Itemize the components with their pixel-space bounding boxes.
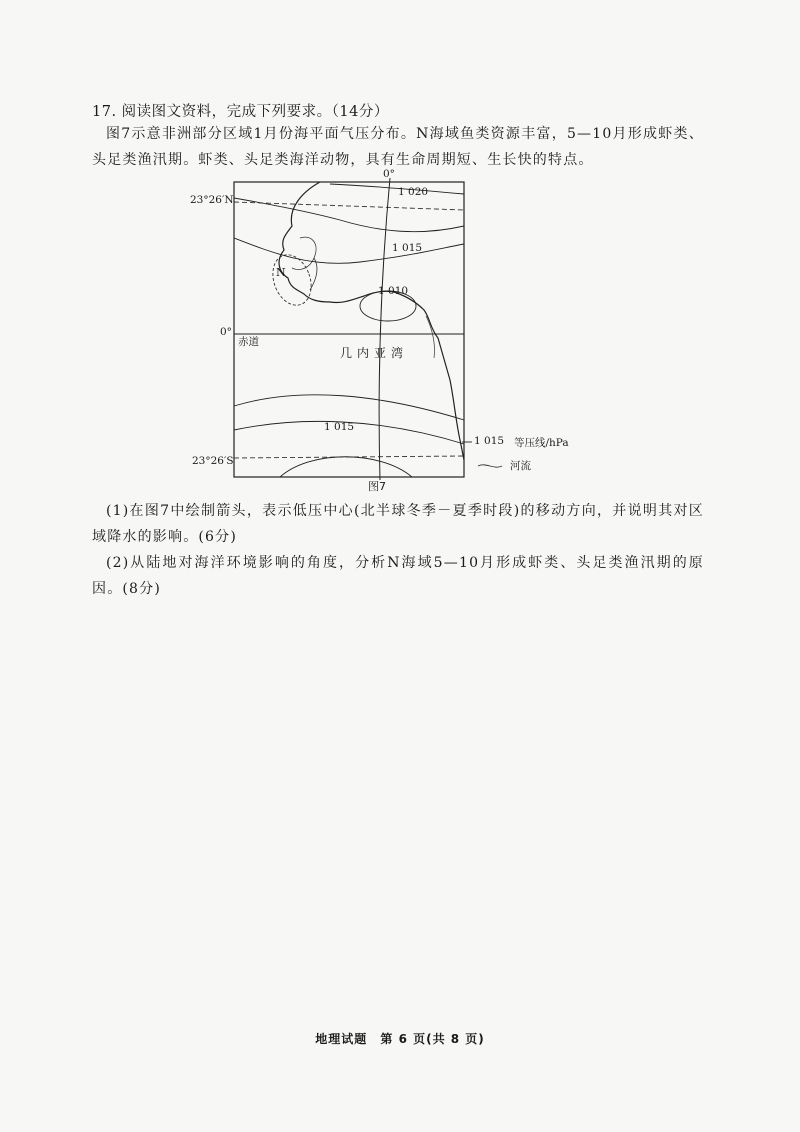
label-equator-degree: 0° [220,326,232,338]
question-title: 17. 阅读图文资料，完成下列要求。（14分） [92,104,389,120]
prime-meridian-line [379,178,390,480]
isobar-1015-line [234,238,464,263]
label-isobar-1015: 1 015 [392,242,423,254]
legend-river-text: 河流 [510,460,531,472]
label-isobar-1015-south: 1 015 [324,421,355,433]
coastline [279,182,464,460]
label-isobar-1010: 1 010 [378,285,409,297]
river-niger [292,237,316,269]
isobar-1020-line [330,184,464,194]
footer-page-number: 第 6 页(共 8 页) [380,1032,485,1046]
label-n-sea: N [276,266,286,279]
figure-7-map [180,168,580,493]
legend-isobar-value: 1 015 [474,435,505,447]
n-sea-outline [266,249,318,310]
question-part-2: (2)从陆地对海洋环境影响的角度，分析N海域5—10月形成虾类、头足类渔汛期的原因。(8分) [92,555,704,597]
footer-subject: 地理试题 [315,1032,368,1046]
label-tropic-south: 23°26′S [192,455,234,467]
label-equator: 赤道 [238,336,259,348]
question-intro: 图7示意非洲部分区域1月份海平面气压分布。N海域鱼类资源丰富，5—10月形成虾类、头足类渔汛期。虾类、头足类海洋动物，具有生命周期短、生长快的特点。 [92,126,704,168]
figure-caption: 图7 [368,480,386,493]
tropic-of-cancer-line [234,202,464,210]
isobar-high-arc [280,457,412,477]
legend-river-sample [478,465,502,467]
isobar-1015-south-line [234,395,464,420]
label-tropic-north: 23°26′N [190,194,234,206]
label-gulf-of-guinea: 几内亚湾 [340,346,409,360]
legend-isobar-text: 等压线/hPa [514,437,569,449]
label-isobar-1020: 1 020 [398,186,429,198]
question-part-1: (1)在图7中绘制箭头，表示低压中心(北半球冬季－夏季时段)的移动方向，并说明其对区域降水的影响。(6分) [92,503,704,545]
page-footer [0,1030,800,1047]
label-prime-meridian: 0° [383,168,395,180]
